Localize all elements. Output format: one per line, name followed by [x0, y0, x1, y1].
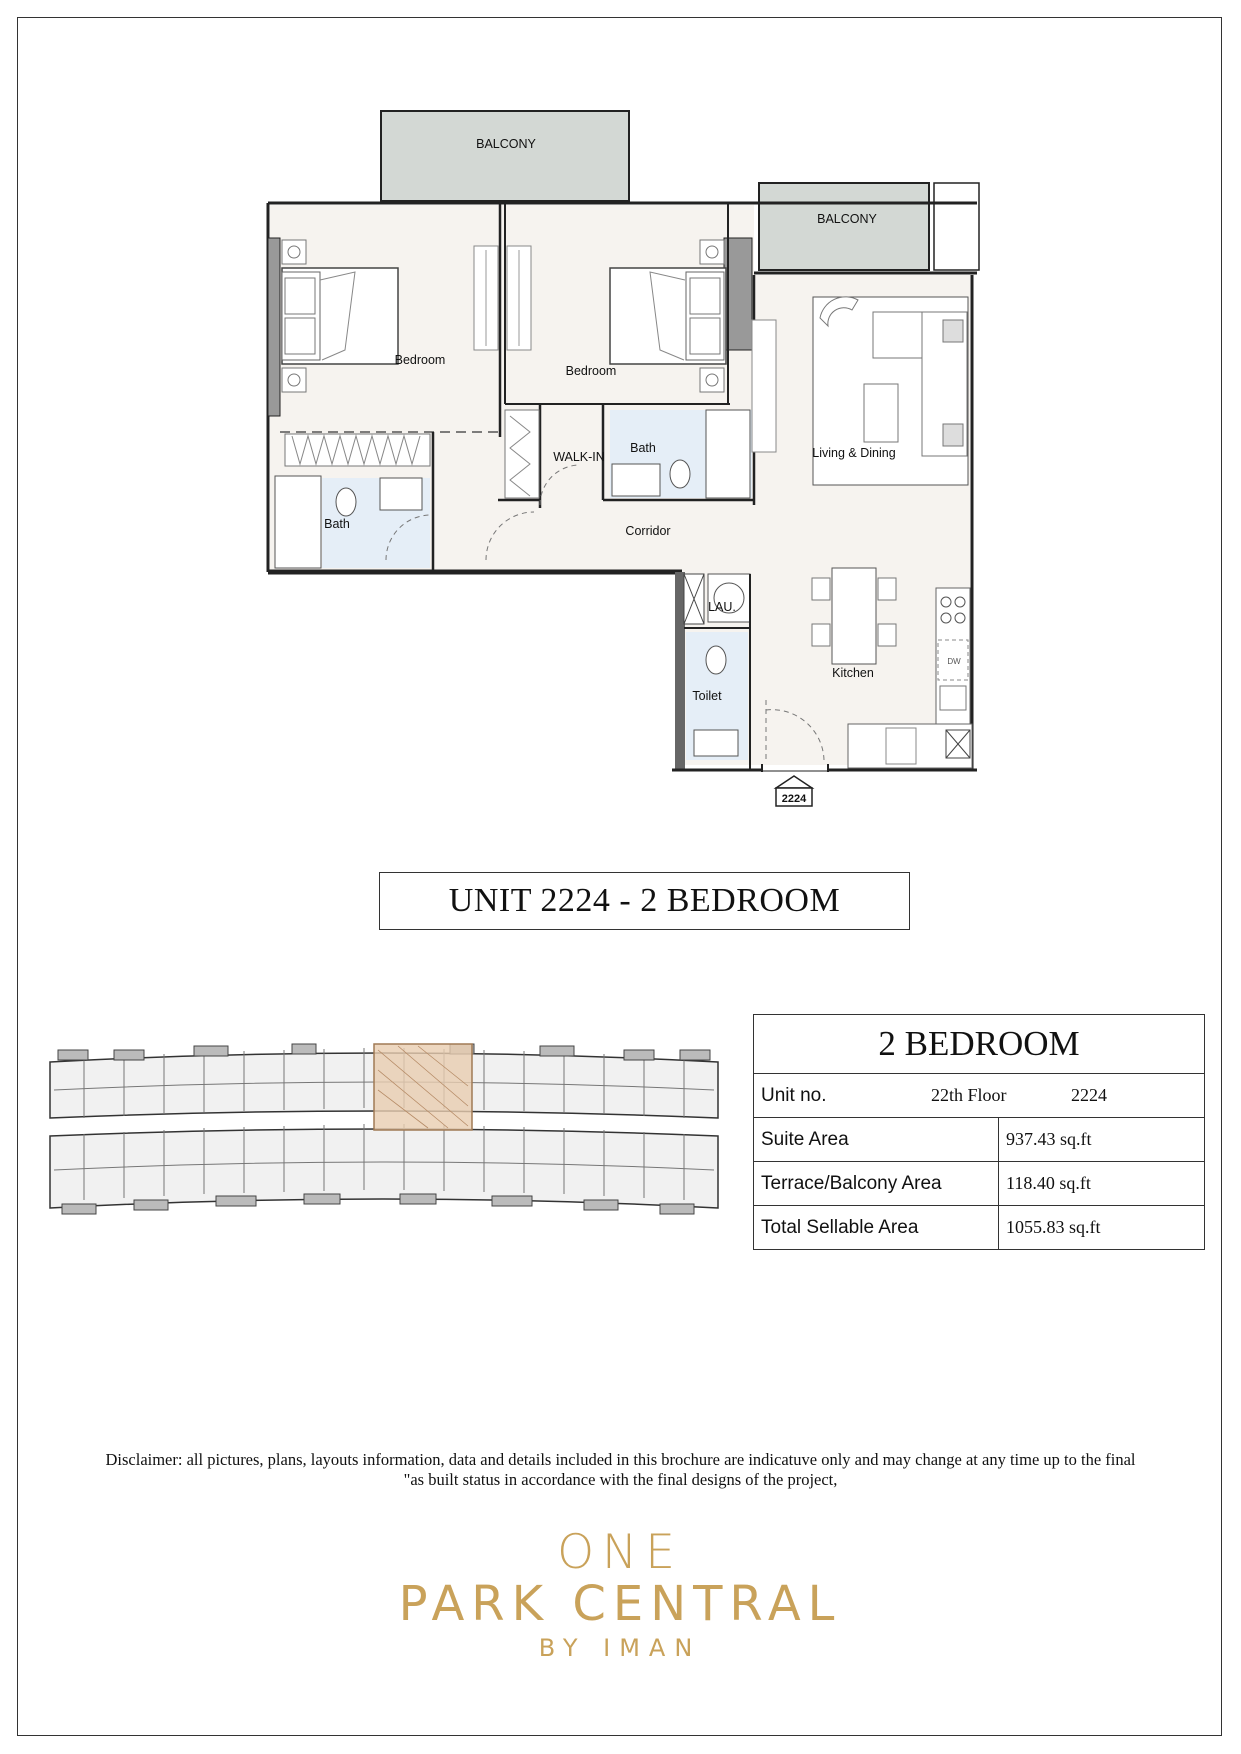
toilet-label: Toilet [692, 689, 722, 703]
walk-in-label: WALK-IN [553, 450, 605, 464]
spec-row-terrace [754, 1162, 1205, 1206]
spec-row-total [754, 1206, 1205, 1250]
floor-plan [0, 0, 1241, 820]
bath-label-2: Bath [630, 441, 656, 455]
spec-value: 118.40 sq.ft [999, 1162, 1205, 1206]
floor-value: 22th Floor [931, 1085, 1007, 1105]
brand-logo [340, 1525, 900, 1662]
bedroom-label-2: Bedroom [565, 364, 617, 378]
kitchen-label: Kitchen [832, 666, 874, 680]
spec-label: Total Sellable Area [754, 1206, 999, 1250]
spec-label: Terrace/Balcony Area [754, 1162, 999, 1206]
unit-no-row [754, 1074, 1205, 1118]
corridor-label: Corridor [625, 524, 671, 538]
bath-label-1: Bath [324, 517, 350, 531]
entry-unit-tag: 2224 [781, 793, 807, 805]
living-dining-label: Living & Dining [812, 446, 896, 460]
unit-no-label: Unit no. [761, 1084, 827, 1106]
key-plan [44, 1040, 724, 1220]
balcony-right [759, 183, 929, 270]
logo-line-1: ONE [557, 1525, 683, 1580]
disclaimer-line-1: Disclaimer: all pictures, plans, layouts information, data and details included in this brochure are indicatuve only and may change at any time up to the final [105, 1450, 1136, 1469]
laundry-label: LAU. [708, 600, 736, 614]
spec-value: 937.43 sq.ft [999, 1118, 1205, 1162]
unit-no-value: 2224 [1071, 1085, 1107, 1105]
logo-line-3: BY IMAN [538, 1634, 702, 1662]
dishwasher-label: DW [947, 657, 961, 666]
unit-title: UNIT 2224 - 2 BEDROOM [379, 872, 910, 930]
disclaimer-line-2: "as built status in accordance with the final designs of the project, [403, 1470, 838, 1489]
disclaimer [60, 1450, 1181, 1490]
spec-table [753, 1014, 1205, 1250]
balcony-label-1: BALCONY [476, 137, 536, 151]
spec-heading: 2 BEDROOM [754, 1015, 1205, 1074]
balcony-top [381, 111, 629, 201]
spec-row-suite [754, 1118, 1205, 1162]
balcony-label-2: BALCONY [817, 212, 877, 226]
spec-value: 1055.83 sq.ft [999, 1206, 1205, 1250]
spec-label: Suite Area [754, 1118, 999, 1162]
bedroom-label-1: Bedroom [394, 353, 446, 367]
logo-line-2: PARK CENTRAL [398, 1576, 842, 1632]
